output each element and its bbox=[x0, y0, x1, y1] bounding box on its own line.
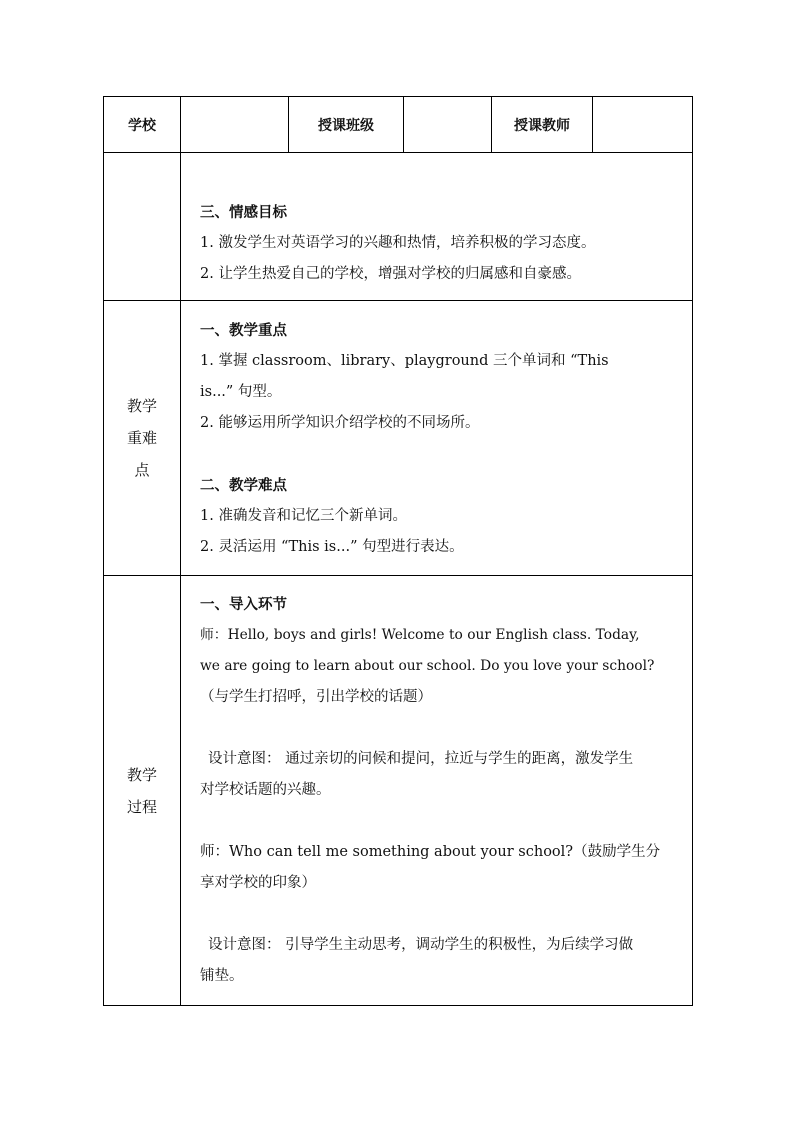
difficult-point-item: 1. 准确发音和记忆三个新单词。 bbox=[200, 508, 407, 524]
emotion-goals-label bbox=[104, 153, 181, 301]
school-value bbox=[181, 97, 289, 153]
key-difficult-label-line: 重难 bbox=[126, 429, 157, 447]
key-difficult-label bbox=[104, 301, 181, 576]
key-points-heading: 一、教学重点 bbox=[200, 322, 287, 339]
emotion-goals-heading: 三、情感目标 bbox=[200, 204, 287, 221]
key-point-item: 2. 能够运用所学知识介绍学校的不同场所。 bbox=[200, 415, 480, 431]
difficult-point-item: 2. 灵活运用 “This is...” 句型进行表达。 bbox=[200, 539, 464, 555]
teacher-line: 师：Who can tell me something about your school?（鼓励学生分 bbox=[200, 844, 661, 860]
emotion-goals-content bbox=[181, 153, 693, 301]
class-label: 授课班级 bbox=[289, 97, 404, 153]
teacher-line: 师：Hello, boys and girls! Welcome to our English class. Today, bbox=[200, 627, 640, 643]
header-row bbox=[104, 97, 693, 153]
school-label: 学校 bbox=[104, 97, 181, 153]
difficult-points-heading: 二、教学难点 bbox=[200, 477, 287, 494]
design-intent: 设计意图： 引导学生主动思考，调动学生的积极性，为后续学习做 bbox=[208, 937, 634, 953]
emotion-goals-row bbox=[104, 153, 693, 301]
emotion-goal-item: 1. 激发学生对英语学习的兴趣和热情，培养积极的学习态度。 bbox=[200, 235, 596, 251]
key-point-item-continued: is...” 句型。 bbox=[200, 384, 282, 400]
key-difficult-content bbox=[181, 301, 693, 576]
emotion-goal-item: 2. 让学生热爱自己的学校，增强对学校的归属感和自豪感。 bbox=[200, 266, 581, 282]
teaching-process-row bbox=[104, 576, 693, 1006]
design-intent-continued: 对学校话题的兴趣。 bbox=[200, 782, 331, 798]
teacher-note: 享对学校的印象） bbox=[200, 875, 316, 891]
spacer bbox=[200, 899, 678, 930]
design-intent: 设计意图： 通过亲切的问候和提问，拉近与学生的距离，激发学生 bbox=[208, 751, 634, 767]
class-value bbox=[404, 97, 492, 153]
key-point-item: 1. 掌握 classroom、library、playground 三个单词和 “This bbox=[200, 353, 609, 369]
teacher-line-continued: we are going to learn about our school. Do you love your school? bbox=[200, 658, 655, 674]
key-difficult-row bbox=[104, 301, 693, 576]
teaching-process-label bbox=[104, 576, 181, 1006]
spacer bbox=[200, 439, 678, 470]
teacher-label: 授课教师 bbox=[492, 97, 593, 153]
teacher-note: （与学生打招呼，引出学校的话题） bbox=[200, 689, 432, 705]
key-difficult-label-line: 点 bbox=[134, 461, 150, 479]
teaching-process-label-line: 教学 bbox=[126, 765, 157, 784]
teaching-process-label-line: 过程 bbox=[126, 797, 157, 816]
teaching-process-content bbox=[181, 576, 693, 1006]
intro-heading: 一、导入环节 bbox=[200, 596, 287, 613]
lesson-plan-table bbox=[103, 96, 693, 1006]
teacher-value bbox=[593, 97, 693, 153]
spacer bbox=[200, 806, 678, 837]
key-difficult-label-line: 教学 bbox=[126, 397, 157, 415]
design-intent-continued: 铺垫。 bbox=[200, 968, 244, 984]
spacer bbox=[200, 713, 678, 744]
